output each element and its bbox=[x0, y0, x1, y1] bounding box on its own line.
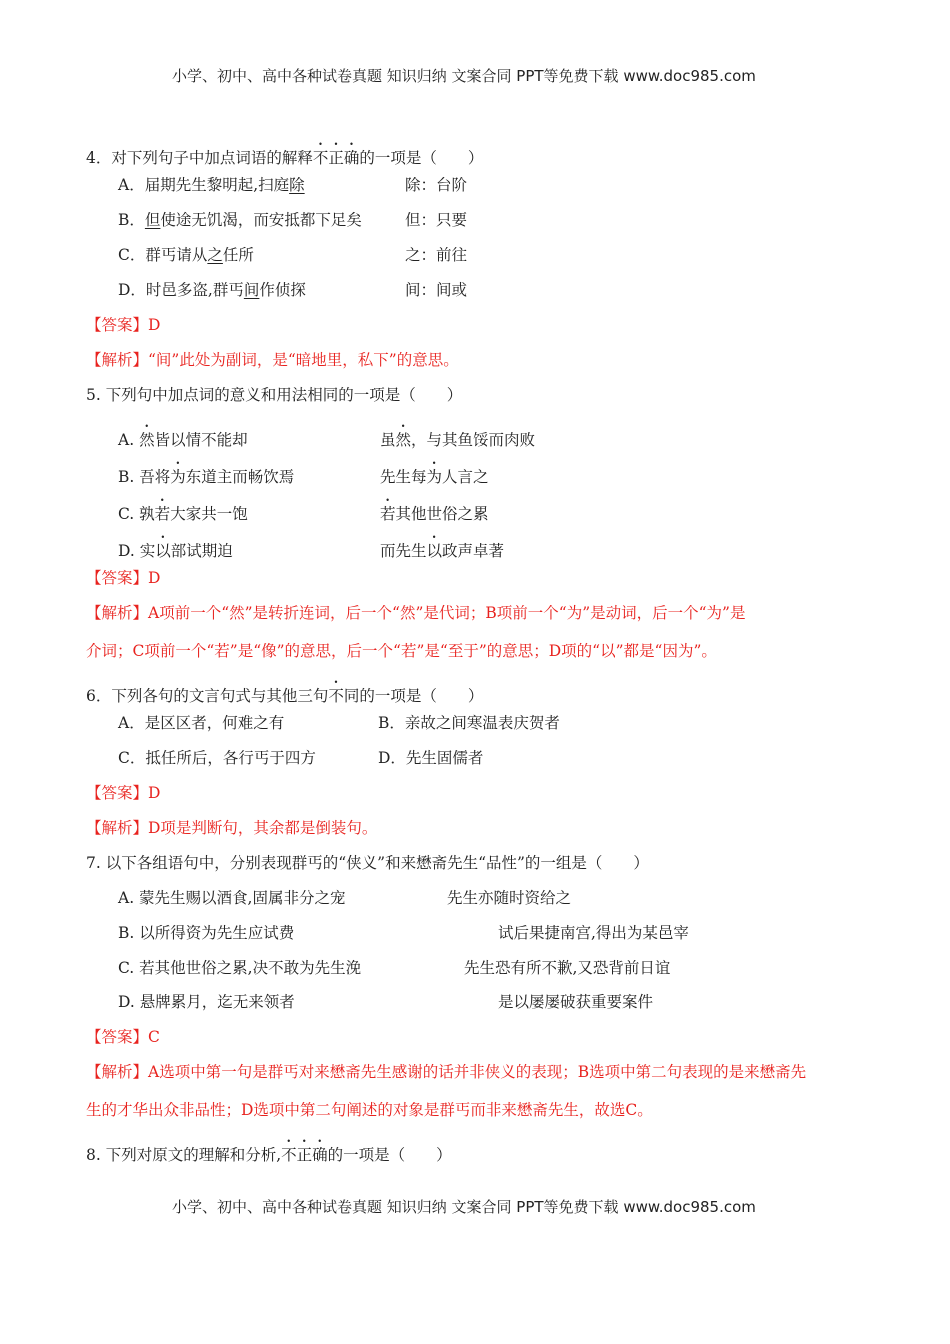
q5-option-d-right bbox=[380, 533, 504, 561]
emphasized-text: 然 bbox=[139, 431, 155, 449]
page-header: 小学、初中、高中各种试卷真题 知识归纳 文案合同 PPT等免费下载 www.doc985.com bbox=[172, 67, 756, 85]
option-text: 人言之 bbox=[442, 468, 489, 486]
q4-option-d bbox=[118, 280, 306, 300]
option-text: 而先生 bbox=[380, 542, 427, 560]
emphasized-text: 若 bbox=[380, 505, 396, 523]
q7-option-c-left: C. 若其他世俗之累,决不敢为先生浼 bbox=[118, 959, 362, 977]
emphasized-text: 然 bbox=[395, 431, 412, 449]
q6-option-c: C．抵任所后，各行丐于四方 bbox=[118, 749, 316, 767]
q4-analysis: 【解析】“间”此处为副词，是“暗地里，私下”的意思。 bbox=[86, 351, 459, 369]
q7-option-d-left: D. 悬牌累月，迄无来领者 bbox=[118, 993, 295, 1011]
option-text: A．届期先生黎明起,扫庭 bbox=[118, 176, 290, 194]
q5-analysis-line-2: 介词；C项前一个“若”是“像”的意思，后一个“若”是“至于”的意思；D项的“以”都是“因为”。 bbox=[86, 642, 717, 660]
option-text: C. 孰 bbox=[118, 505, 155, 523]
question-8-stem bbox=[86, 1137, 452, 1165]
option-text: 使途无饥渴，而安抵都下足矣 bbox=[160, 211, 362, 229]
emphasized-text: 不 bbox=[328, 687, 344, 705]
q4-gloss-a: 除：台阶 bbox=[405, 176, 468, 194]
emphasized-text: 不正确 bbox=[281, 1146, 328, 1164]
q7-option-a-right: 先生亦随时资给之 bbox=[447, 889, 572, 907]
option-text: 皆以情不能却 bbox=[154, 431, 248, 449]
option-text: A. bbox=[118, 431, 140, 449]
q7-option-b-left: B. 以所得资为先生应试费 bbox=[118, 924, 295, 942]
option-text: 虽 bbox=[380, 431, 396, 449]
stem-text: 4．对下列句子中加点词语的解释 bbox=[86, 149, 313, 167]
q5-answer: 【答案】D bbox=[86, 569, 161, 587]
q5-option-c-right bbox=[380, 496, 489, 524]
q4-option-b bbox=[118, 210, 362, 230]
question-4-stem bbox=[86, 140, 483, 168]
q6-option-a: A．是区区者，何难之有 bbox=[118, 714, 285, 732]
option-text: B. 吾将 bbox=[118, 468, 171, 486]
option-text: ，与其鱼馁而肉败 bbox=[411, 431, 536, 449]
emphasized-text: 为 bbox=[426, 468, 443, 486]
q7-option-b-right: 试后果捷南宫,得出为某邑宰 bbox=[498, 924, 689, 942]
q5-option-a-right bbox=[380, 422, 535, 450]
q6-option-b: B．亲故之间寒温表庆贺者 bbox=[378, 714, 560, 732]
q5-option-d-left bbox=[118, 533, 233, 561]
q4-gloss-b: 但：只要 bbox=[405, 211, 468, 229]
q6-answer: 【答案】D bbox=[86, 784, 161, 802]
question-7-stem: 7. 以下各组语句中，分别表现群丐的“侠义”和来懋斋先生“品性”的一组是（ ） bbox=[86, 854, 649, 872]
emphasized-text: 不正确 bbox=[312, 149, 360, 167]
underlined-word: 除 bbox=[289, 176, 305, 194]
page-footer: 小学、初中、高中各种试卷真题 知识归纳 文案合同 PPT等免费下载 www.doc985.com bbox=[172, 1198, 756, 1216]
q5-analysis-line-1: 【解析】A项前一个“然”是转折连词，后一个“然”是代词；B项前一个“为”是动词，后一个“为”是 bbox=[86, 604, 746, 622]
q5-option-a-left bbox=[118, 422, 248, 450]
stem-text: 的一项是（ ） bbox=[359, 149, 484, 167]
q7-answer: 【答案】C bbox=[86, 1028, 160, 1046]
q4-gloss-c: 之：前往 bbox=[405, 246, 468, 264]
option-text: 大家共一饱 bbox=[170, 505, 248, 523]
option-text: 其他世俗之累 bbox=[395, 505, 489, 523]
q5-option-b-left bbox=[118, 459, 294, 487]
option-text: 东道主而畅饮焉 bbox=[185, 468, 295, 486]
underlined-word: 但 bbox=[144, 211, 161, 229]
option-text: B． bbox=[118, 211, 145, 229]
option-text: 部试期迫 bbox=[170, 542, 233, 560]
q7-analysis-line-1: 【解析】A选项中第一句是群丐对来懋斋先生感谢的话并非侠义的表现；B选项中第二句表现的是来懋斋先 bbox=[86, 1063, 807, 1081]
option-text: D. 实 bbox=[118, 542, 156, 560]
option-text: C．群丐请从 bbox=[118, 246, 208, 264]
emphasized-text: 以 bbox=[155, 542, 171, 560]
option-text: 政声卓著 bbox=[442, 542, 505, 560]
option-text: 作侦探 bbox=[259, 281, 306, 299]
option-text: 任所 bbox=[222, 246, 254, 264]
q4-option-a bbox=[118, 175, 305, 195]
q7-analysis-line-2: 生的才华出众非品性；D选项中第二句阐述的对象是群丐而非来懋斋先生，故选C。 bbox=[86, 1101, 653, 1119]
q5-option-c-left bbox=[118, 496, 248, 524]
question-6-stem bbox=[86, 678, 483, 706]
underlined-word: 间 bbox=[243, 281, 260, 299]
q5-option-b-right bbox=[380, 459, 489, 487]
emphasized-text: 为 bbox=[170, 468, 186, 486]
question-5-stem: 5. 下列句中加点词的意义和用法相同的一项是（ ） bbox=[86, 386, 463, 404]
q6-analysis: 【解析】D项是判断句，其余都是倒装句。 bbox=[86, 819, 378, 837]
q4-answer: 【答案】D bbox=[86, 316, 161, 334]
q7-option-c-right: 先生恐有所不歉,又恐背前日谊 bbox=[464, 959, 671, 977]
q6-option-d: D．先生固儒者 bbox=[378, 749, 484, 767]
stem-text: 8. 下列对原文的理解和分析, bbox=[86, 1146, 282, 1164]
q4-option-c bbox=[118, 245, 254, 265]
option-text: 先生每 bbox=[380, 468, 427, 486]
q4-gloss-d: 间：间或 bbox=[405, 281, 468, 299]
emphasized-text: 若 bbox=[154, 505, 171, 523]
stem-text: 6．下列各句的文言句式与其他三句 bbox=[86, 687, 329, 705]
stem-text: 的一项是（ ） bbox=[327, 1146, 452, 1164]
q7-option-d-right: 是以屡屡破获重要案件 bbox=[498, 993, 654, 1011]
stem-text: 同的一项是（ ） bbox=[343, 687, 484, 705]
underlined-word: 之 bbox=[207, 246, 223, 264]
q7-option-a-left: A. 蒙先生赐以酒食,固属非分之宠 bbox=[118, 889, 346, 907]
option-text: D．时邑多盗,群丐 bbox=[118, 281, 244, 299]
emphasized-text: 以 bbox=[426, 542, 443, 560]
